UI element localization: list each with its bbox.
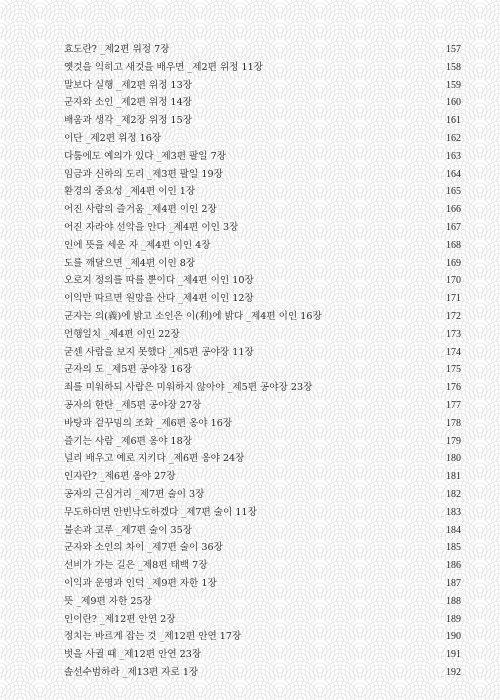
toc-entry-page-number: 186 <box>446 560 461 572</box>
toc-entry-title: 이단 _제2편 위정 16장 <box>64 132 162 144</box>
toc-entry-page-number: 191 <box>446 649 461 661</box>
toc-entry-page-number: 161 <box>446 115 461 127</box>
toc-entry-title: 배움과 생각 _제2장 위정 15장 <box>64 115 192 127</box>
toc-entry-page-number: 168 <box>446 239 461 251</box>
toc-entry-title: 군자의 도 _제5편 공야장 16장 <box>64 364 192 376</box>
toc-entry-title: 언행일치 _제4편 이인 22장 <box>64 328 180 340</box>
toc-entry-title: 불손과 고루 _제7편 술이 35장 <box>64 524 192 536</box>
toc-entry[interactable] <box>64 628 461 646</box>
toc-entry[interactable] <box>64 272 461 290</box>
toc-entry[interactable] <box>64 379 461 397</box>
toc-entry-title: 오로지 정의를 따를 뿐이다 _제4편 이인 10장 <box>64 275 254 287</box>
toc-entry[interactable] <box>64 237 461 255</box>
toc-entry-title: 군자와 소인의 차이 _제7편 술이 36장 <box>64 542 223 554</box>
toc-entry[interactable] <box>64 557 461 575</box>
toc-entry-page-number: 182 <box>446 488 461 500</box>
toc-entry-page-number: 163 <box>446 150 461 162</box>
toc-entry-page-number: 180 <box>446 453 461 465</box>
toc-entry[interactable] <box>64 41 461 59</box>
toc-entry-title: 임금과 신하의 도리 _제3편 팔일 19장 <box>64 168 223 180</box>
toc-entry-title: 뜻 _제9편 자한 25장 <box>64 595 152 607</box>
toc-entry[interactable] <box>64 344 461 362</box>
toc-entry-page-number: 174 <box>446 346 461 358</box>
toc-entry-title: 옛것을 익히고 새것을 배우면 _제2편 위정 11장 <box>64 61 263 73</box>
toc-entry-page-number: 165 <box>446 186 461 198</box>
toc-entry-title: 군자와 소인 _제2편 위정 14장 <box>64 97 192 109</box>
toc-entry[interactable] <box>64 308 461 326</box>
toc-entry[interactable] <box>64 646 461 664</box>
toc-entry-title: 굳센 사람을 보지 못했다 _제5편 공야장 11장 <box>64 346 254 358</box>
toc-entry-page-number: 157 <box>446 44 461 55</box>
toc-entry-page-number: 158 <box>446 61 461 73</box>
toc-entry[interactable] <box>64 290 461 308</box>
toc-entry-title: 선비가 가는 길은 _제8편 태백 7장 <box>64 560 208 572</box>
toc-entry[interactable] <box>64 112 461 130</box>
toc-entry-page-number: 183 <box>446 506 461 518</box>
toc-entry-title: 인에 뜻을 세운 자 _제4편 이인 4장 <box>64 239 211 251</box>
toc-entry-title: 인이란? _제12편 안연 2장 <box>64 613 176 625</box>
toc-entry-title: 공자의 근심거리 _제7편 술이 3장 <box>64 488 205 500</box>
toc-entry[interactable] <box>64 450 461 468</box>
toc-entry[interactable] <box>64 522 461 540</box>
toc-entry-page-number: 169 <box>446 257 461 269</box>
toc-entry-title: 다툼에도 예의가 있다 _제3편 팔일 7장 <box>64 150 226 162</box>
toc-entry[interactable] <box>64 361 461 379</box>
toc-entry-page-number: 185 <box>446 542 461 554</box>
toc-entry-title: 즐기는 사람 _제6편 옹야 18장 <box>64 435 192 447</box>
toc-entry-title: 무도하더면 안빈낙도하겠다 _제7편 술이 11장 <box>64 506 257 518</box>
toc-entry-page-number: 166 <box>446 204 461 216</box>
toc-entry[interactable] <box>64 611 461 629</box>
toc-entry-page-number: 184 <box>446 524 461 536</box>
toc-entry-title: 군자는 의(義)에 밝고 소인은 이(利)에 밝다 _제4편 이인 16장 <box>64 310 322 322</box>
toc-entry-title: 어진 자라야 선악을 안다 _제4편 이인 3장 <box>64 221 239 233</box>
toc-entry[interactable] <box>64 148 461 166</box>
toc-entry-page-number: 173 <box>446 328 461 340</box>
toc-entry[interactable] <box>64 539 461 557</box>
toc-entry[interactable] <box>64 504 461 522</box>
toc-entry-page-number: 188 <box>446 595 461 607</box>
toc-entry-title: 인자란? _제6편 옹야 27장 <box>64 471 176 483</box>
toc-entry[interactable] <box>64 166 461 184</box>
toc-entry-title: 효도란? _제2편 위정 7장 <box>64 44 170 55</box>
toc-entry-page-number: 181 <box>446 471 461 483</box>
toc-entry[interactable] <box>64 664 461 682</box>
toc-entry-title: 환경의 중요성 _제4편 이인 1장 <box>64 186 196 198</box>
toc-entry-page-number: 175 <box>446 364 461 376</box>
toc-entry-title: 바탕과 겉꾸밈의 조화 _제6편 옹야 16장 <box>64 417 233 429</box>
toc-entry-title: 도를 깨달으면 _제4편 이인 8장 <box>64 257 196 269</box>
toc-entry-title: 널리 배우고 예로 지키다 _제6편 옹야 24장 <box>64 453 245 465</box>
toc-entry-page-number: 192 <box>446 666 461 678</box>
toc-entry[interactable] <box>64 593 461 611</box>
toc-entry-title: 공자의 한탄 _제5편 공야장 27장 <box>64 399 202 411</box>
toc-entry-page-number: 164 <box>446 168 461 180</box>
toc-entry[interactable] <box>64 486 461 504</box>
toc-entry-page-number: 177 <box>446 399 461 411</box>
toc-entry-title: 말보다 실행 _제2편 위정 13장 <box>64 79 192 91</box>
toc-entry-page-number: 162 <box>446 132 461 144</box>
toc-entry[interactable] <box>64 397 461 415</box>
toc-entry[interactable] <box>64 94 461 112</box>
toc-entry[interactable] <box>64 201 461 219</box>
toc-entry-page-number: 160 <box>446 97 461 109</box>
toc-entry[interactable] <box>64 77 461 95</box>
toc-entry[interactable] <box>64 59 461 77</box>
toc-entry-title: 솔선수범하라 _제13편 자로 1장 <box>64 666 199 678</box>
toc-entry[interactable] <box>64 219 461 237</box>
toc-entry[interactable] <box>64 433 461 451</box>
toc-entry-page-number: 172 <box>446 310 461 322</box>
toc-entry-title: 어진 사람의 즐거움 _제4편 이인 2장 <box>64 204 217 216</box>
toc-entry-title: 이익과 운명과 인덕 _제9편 자한 1장 <box>64 577 217 589</box>
toc-entry-page-number: 179 <box>446 435 461 447</box>
toc-entry-page-number: 159 <box>446 79 461 91</box>
toc-entry-page-number: 167 <box>446 221 461 233</box>
toc-entry-page-number: 170 <box>446 275 461 287</box>
toc-entry[interactable] <box>64 575 461 593</box>
table-of-contents <box>64 41 461 682</box>
toc-entry-page-number: 187 <box>446 577 461 589</box>
toc-entry-page-number: 189 <box>446 613 461 625</box>
toc-entry-title: 정치는 바르게 잡는 것 _제12편 안연 17장 <box>64 631 242 643</box>
toc-entry-title: 죄를 미워하되 사람은 미워하지 않아야 _제5편 공야장 23장 <box>64 382 313 394</box>
toc-entry[interactable] <box>64 183 461 201</box>
toc-entry-title: 이익만 따르면 원망을 산다 _제4편 이인 12장 <box>64 293 254 305</box>
toc-entry[interactable] <box>64 468 461 486</box>
toc-entry-title: 벗을 사귈 때 _제12편 안연 23장 <box>64 649 202 661</box>
toc-entry-page-number: 178 <box>446 417 461 429</box>
toc-entry-page-number: 176 <box>446 382 461 394</box>
toc-entry[interactable] <box>64 415 461 433</box>
toc-entry[interactable] <box>64 326 461 344</box>
toc-entry-page-number: 171 <box>446 293 461 305</box>
toc-entry[interactable] <box>64 255 461 273</box>
toc-entry-page-number: 190 <box>446 631 461 643</box>
toc-entry[interactable] <box>64 130 461 148</box>
